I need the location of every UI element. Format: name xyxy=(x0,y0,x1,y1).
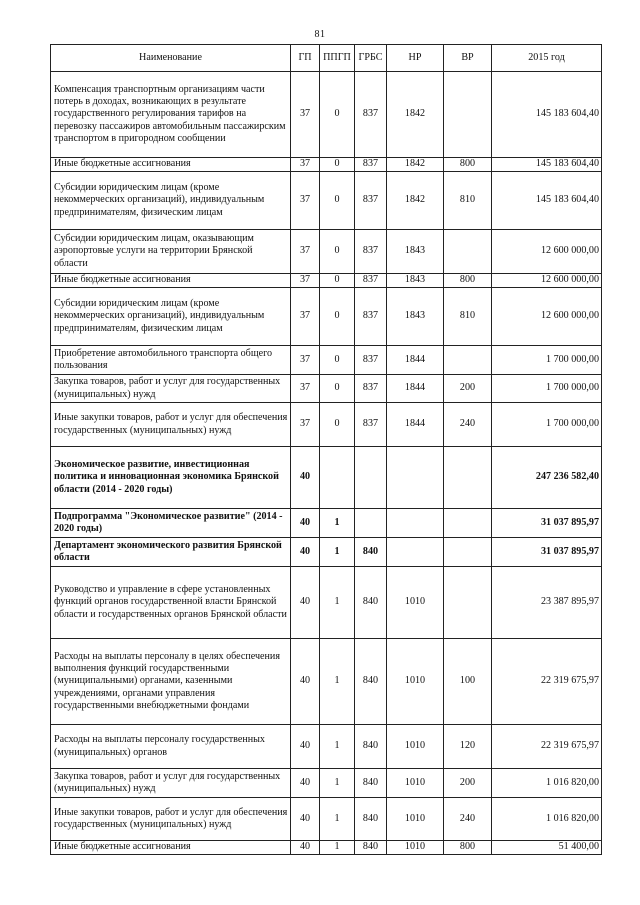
row-amount: 12 600 000,00 xyxy=(492,288,602,346)
table-row xyxy=(51,509,602,538)
row-nr: 1010 xyxy=(387,725,444,769)
header-year: 2015 год xyxy=(492,45,602,72)
row-amount: 12 600 000,00 xyxy=(492,230,602,274)
row-name: Иные бюджетные ассигнования xyxy=(51,841,291,855)
row-grbs: 837 xyxy=(355,288,387,346)
row-name: Закупка товаров, работ и услуг для государственных (муниципальных) нужд xyxy=(51,769,291,798)
row-nr: 1842 xyxy=(387,172,444,230)
row-gp: 40 xyxy=(291,798,320,841)
table-row xyxy=(51,158,602,172)
row-name: Департамент экономического развития Брянской области xyxy=(51,538,291,567)
row-name: Подпрограмма "Экономическое развитие" (2014 - 2020 годы) xyxy=(51,509,291,538)
row-gp: 40 xyxy=(291,639,320,725)
row-name: Иные бюджетные ассигнования xyxy=(51,274,291,288)
row-name: Компенсация транспортным организациям части потерь в доходах, возникающих в результате государственного регулирования тарифов на перевозку пассажиров автомобильным пассажирским транспортом в пригородном сообщении xyxy=(51,72,291,158)
row-gp: 40 xyxy=(291,769,320,798)
row-vr: 240 xyxy=(444,403,492,447)
row-amount: 22 319 675,97 xyxy=(492,639,602,725)
row-nr xyxy=(387,538,444,567)
row-amount: 247 236 582,40 xyxy=(492,447,602,509)
row-grbs xyxy=(355,509,387,538)
row-nr: 1843 xyxy=(387,288,444,346)
row-vr: 100 xyxy=(444,639,492,725)
row-gp: 37 xyxy=(291,288,320,346)
row-ppgp: 1 xyxy=(320,725,355,769)
row-name: Расходы на выплаты персоналу в целях обеспечения выполнения функций государственными (муниципальными) органами, казенными учреждениями, органами управления государственными внебюджетными фондами xyxy=(51,639,291,725)
row-amount: 1 016 820,00 xyxy=(492,769,602,798)
row-gp: 37 xyxy=(291,172,320,230)
row-ppgp: 1 xyxy=(320,567,355,639)
row-gp: 37 xyxy=(291,274,320,288)
table-row xyxy=(51,72,602,158)
row-nr: 1842 xyxy=(387,72,444,158)
row-vr: 800 xyxy=(444,274,492,288)
row-vr xyxy=(444,538,492,567)
row-vr xyxy=(444,72,492,158)
row-grbs: 840 xyxy=(355,567,387,639)
row-vr xyxy=(444,447,492,509)
row-nr: 1844 xyxy=(387,403,444,447)
table-row xyxy=(51,375,602,403)
row-vr: 200 xyxy=(444,375,492,403)
row-gp: 40 xyxy=(291,538,320,567)
header-name: Наименование xyxy=(51,45,291,72)
table-row xyxy=(51,346,602,375)
row-ppgp xyxy=(320,447,355,509)
row-nr: 1010 xyxy=(387,798,444,841)
row-grbs: 840 xyxy=(355,538,387,567)
row-ppgp: 0 xyxy=(320,403,355,447)
row-grbs: 840 xyxy=(355,798,387,841)
row-grbs xyxy=(355,447,387,509)
table-row xyxy=(51,274,602,288)
row-gp: 37 xyxy=(291,230,320,274)
row-gp: 40 xyxy=(291,447,320,509)
row-grbs: 837 xyxy=(355,346,387,375)
table-row xyxy=(51,230,602,274)
row-name: Иные бюджетные ассигнования xyxy=(51,158,291,172)
table-row xyxy=(51,567,602,639)
row-gp: 40 xyxy=(291,725,320,769)
header-vr: ВР xyxy=(444,45,492,72)
table-row xyxy=(51,841,602,855)
row-gp: 40 xyxy=(291,567,320,639)
row-name: Расходы на выплаты персоналу государственных (муниципальных) органов xyxy=(51,725,291,769)
row-ppgp: 1 xyxy=(320,798,355,841)
row-name: Субсидии юридическим лицам, оказывающим аэропортовые услуги на территории Брянской области xyxy=(51,230,291,274)
row-grbs: 837 xyxy=(355,158,387,172)
row-name: Приобретение автомобильного транспорта общего пользования xyxy=(51,346,291,375)
row-ppgp: 1 xyxy=(320,639,355,725)
row-nr xyxy=(387,447,444,509)
table-row xyxy=(51,798,602,841)
row-ppgp: 0 xyxy=(320,274,355,288)
row-gp: 40 xyxy=(291,841,320,855)
row-ppgp: 0 xyxy=(320,346,355,375)
table-row xyxy=(51,725,602,769)
row-nr: 1843 xyxy=(387,230,444,274)
row-amount: 51 400,00 xyxy=(492,841,602,855)
row-amount: 12 600 000,00 xyxy=(492,274,602,288)
header-row xyxy=(51,45,602,72)
row-vr: 800 xyxy=(444,841,492,855)
header-grbs: ГРБС xyxy=(355,45,387,72)
row-grbs: 840 xyxy=(355,769,387,798)
row-ppgp: 0 xyxy=(320,230,355,274)
row-vr xyxy=(444,230,492,274)
header-ppgp: ППГП xyxy=(320,45,355,72)
row-ppgp: 1 xyxy=(320,509,355,538)
row-gp: 37 xyxy=(291,346,320,375)
row-nr: 1844 xyxy=(387,375,444,403)
page-number: 81 xyxy=(314,29,326,40)
row-vr: 810 xyxy=(444,172,492,230)
row-name: Закупка товаров, работ и услуг для государственных (муниципальных) нужд xyxy=(51,375,291,403)
row-grbs: 840 xyxy=(355,841,387,855)
table-row xyxy=(51,769,602,798)
row-gp: 37 xyxy=(291,375,320,403)
table-row xyxy=(51,447,602,509)
row-ppgp: 0 xyxy=(320,172,355,230)
row-grbs: 837 xyxy=(355,172,387,230)
row-grbs: 840 xyxy=(355,639,387,725)
row-amount: 145 183 604,40 xyxy=(492,72,602,158)
row-grbs: 837 xyxy=(355,403,387,447)
row-nr: 1010 xyxy=(387,567,444,639)
row-nr: 1010 xyxy=(387,841,444,855)
row-ppgp: 0 xyxy=(320,375,355,403)
row-grbs: 837 xyxy=(355,230,387,274)
row-amount: 1 016 820,00 xyxy=(492,798,602,841)
row-grbs: 840 xyxy=(355,725,387,769)
row-vr: 800 xyxy=(444,158,492,172)
row-name: Иные закупки товаров, работ и услуг для обеспечения государственных (муниципальных) нужд xyxy=(51,403,291,447)
row-ppgp: 1 xyxy=(320,538,355,567)
table-row xyxy=(51,639,602,725)
row-grbs: 837 xyxy=(355,72,387,158)
row-ppgp: 0 xyxy=(320,158,355,172)
row-amount: 23 387 895,97 xyxy=(492,567,602,639)
row-name: Субсидии юридическим лицам (кроме некоммерческих организаций), индивидуальным предпринимателям, физическим лицам xyxy=(51,172,291,230)
row-vr: 200 xyxy=(444,769,492,798)
row-nr xyxy=(387,509,444,538)
row-ppgp: 0 xyxy=(320,288,355,346)
row-amount: 1 700 000,00 xyxy=(492,375,602,403)
row-nr: 1010 xyxy=(387,639,444,725)
row-gp: 40 xyxy=(291,509,320,538)
row-amount: 145 183 604,40 xyxy=(492,172,602,230)
row-name: Экономическое развитие, инвестиционная политика и инновационная экономика Брянской области (2014 - 2020 годы) xyxy=(51,447,291,509)
row-nr: 1010 xyxy=(387,769,444,798)
row-nr: 1843 xyxy=(387,274,444,288)
row-gp: 37 xyxy=(291,72,320,158)
row-ppgp: 0 xyxy=(320,72,355,158)
row-nr: 1842 xyxy=(387,158,444,172)
row-grbs: 837 xyxy=(355,375,387,403)
table-row xyxy=(51,403,602,447)
row-name: Субсидии юридическим лицам (кроме некоммерческих организаций), индивидуальным предпринимателям, физическим лицам xyxy=(51,288,291,346)
row-vr: 120 xyxy=(444,725,492,769)
row-vr: 240 xyxy=(444,798,492,841)
header-nr: НР xyxy=(387,45,444,72)
table-row xyxy=(51,538,602,567)
row-amount: 1 700 000,00 xyxy=(492,346,602,375)
header-gp: ГП xyxy=(291,45,320,72)
budget-table xyxy=(50,44,602,855)
row-ppgp: 1 xyxy=(320,841,355,855)
row-amount: 1 700 000,00 xyxy=(492,403,602,447)
row-name: Иные закупки товаров, работ и услуг для обеспечения государственных (муниципальных) нужд xyxy=(51,798,291,841)
row-amount: 31 037 895,97 xyxy=(492,538,602,567)
row-name: Руководство и управление в сфере установленных функций органов государственной власти Брянской области и государственных органов Брянской области xyxy=(51,567,291,639)
row-vr xyxy=(444,567,492,639)
table-row xyxy=(51,172,602,230)
table-row xyxy=(51,288,602,346)
row-amount: 145 183 604,40 xyxy=(492,158,602,172)
row-grbs: 837 xyxy=(355,274,387,288)
row-nr: 1844 xyxy=(387,346,444,375)
row-amount: 22 319 675,97 xyxy=(492,725,602,769)
row-vr: 810 xyxy=(444,288,492,346)
row-gp: 37 xyxy=(291,158,320,172)
row-gp: 37 xyxy=(291,403,320,447)
row-vr xyxy=(444,346,492,375)
row-vr xyxy=(444,509,492,538)
row-amount: 31 037 895,97 xyxy=(492,509,602,538)
row-ppgp: 1 xyxy=(320,769,355,798)
